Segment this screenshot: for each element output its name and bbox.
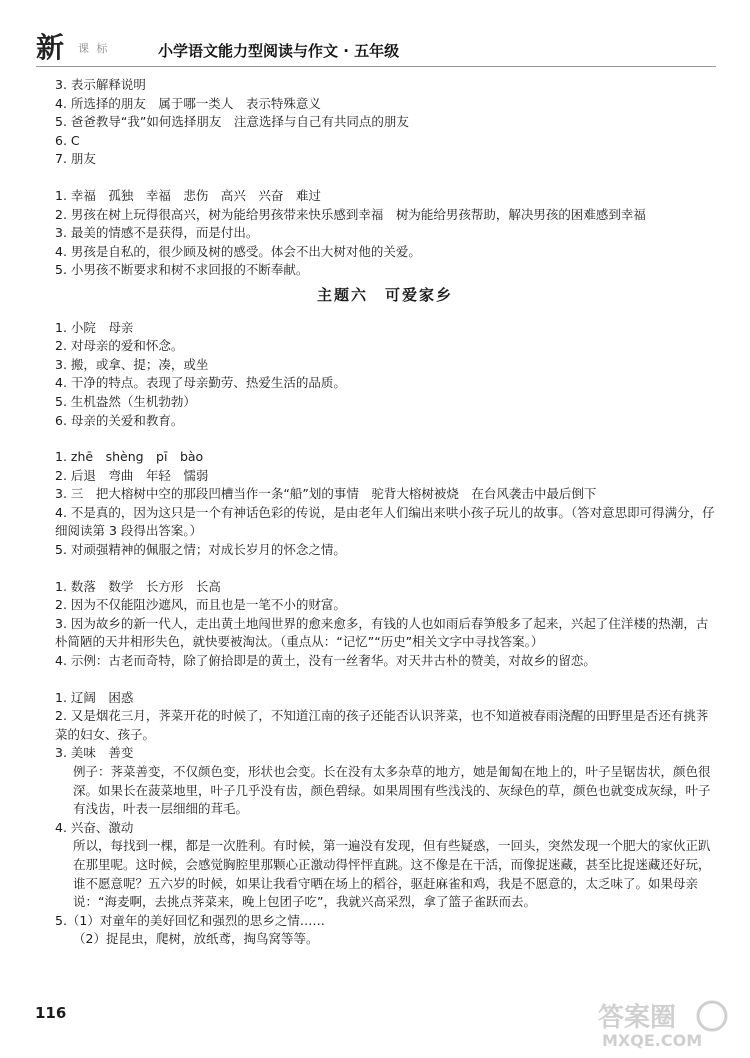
answer-line: （2）捉昆虫，爬树，放纸鸢，掏鸟窝等等。 (73, 931, 319, 947)
answer-line: 4. 所选择的朋友 属于哪一类人 表示特殊意义 (55, 95, 321, 111)
answer-content (55, 76, 715, 949)
answer-line: 1. zhē shèng pī bào (55, 449, 204, 465)
answer-line: 5. 小男孩不断要求和树不求回报的不断奉献。 (55, 262, 309, 278)
answer-line: 5.（1）对童年的美好回忆和强烈的思乡之情…… (55, 912, 325, 928)
answer-block-5 (55, 578, 715, 671)
book-title: 小学语文能力型阅读与作文 · 五年级 (158, 42, 400, 60)
answer-line: 所以，每找到一棵，都是一次胜利。有时候，第一遍没有发现，但有些疑惑，一回头，突然发现一个肥大的家伙正趴在那里呢。这时候，会感觉胸腔里那颗心正激动得怦怦直跳。这不像是在干活，而像捉迷藏，甚至比捉迷藏还好玩，谁不愿意呢？五六岁的时候，如果让我看守晒在场上的稻谷，驱赶麻雀和鸡，我是不愿意的，太乏味了。如果母亲说：“海麦啊，去挑点荠菜来，晚上包团子吃”，我就兴高采烈，拿了篮子雀跃而去。 (73, 838, 711, 910)
answer-line: 2. 因为不仅能阻沙遮风，而且也是一笔不小的财富。 (55, 597, 346, 613)
answer-line: 1. 辽阔 困惑 (55, 689, 134, 705)
answer-block-3 (55, 319, 715, 431)
answer-line: 6. 母亲的关爱和教育。 (55, 412, 184, 428)
answer-line: 4. 不是真的，因为这只是一个有神话色彩的传说，是由老年人们编出来哄小孩子玩儿的故事。（答对意思即可得满分，仔细阅读第 3 段得出答案。） (55, 504, 715, 539)
answer-line: 4. 干净的特点。表现了母亲勤劳、热爱生活的品质。 (55, 375, 346, 391)
answer-line: 5. 对顽强精神的佩服之情；对成长岁月的怀念之情。 (55, 542, 346, 558)
answer-block-2 (55, 187, 715, 280)
answer-block-4 (55, 448, 715, 560)
page-header (0, 0, 750, 72)
answer-line: 3. 搬，或拿、提；凑，或坐 (55, 356, 209, 372)
answer-line: 1. 小院 母亲 (55, 319, 134, 335)
answer-block-6 (55, 689, 715, 949)
answer-line: 5. 生机盎然（生机勃勃） (55, 393, 196, 409)
site-watermark (590, 996, 730, 1050)
answer-line: 1. 数落 数学 长方形 长高 (55, 578, 221, 594)
answer-line: 2. 后退 弯曲 年轻 懦弱 (55, 467, 209, 483)
svg-text:MXQE.COM: MXQE.COM (602, 1031, 703, 1050)
series-logo-sub: 课 标 (78, 42, 110, 55)
answer-line: 3. 因为故乡的新一代人，走出黄土地闯世界的愈来愈多，有钱的人也如雨后春笋般多了起来，兴起了住洋楼的热潮，古朴简陋的天井相形失色，就快要被淘汰。（重点从：“记忆”“历史”相关文字中寻找答案。） (55, 615, 709, 650)
series-logo: 新 (36, 31, 65, 64)
answer-line: 3. 三 把大榕树中空的那段凹槽当作一条“船”划的事情 驼背大榕树被烧 在台风袭击中最后倒下 (55, 486, 597, 502)
answer-line: 1. 幸福 孤独 幸福 悲伤 高兴 兴奋 难过 (55, 187, 321, 203)
answer-line: 4. 示例：古老而奇特，除了俯拾即是的黄土，没有一丝奢华。对天井古朴的赞美，对故乡的留恋。 (55, 653, 596, 669)
answer-line: 3. 表示解释说明 (55, 77, 146, 92)
svg-text:答案圈: 答案圈 (598, 1003, 677, 1033)
answer-line: 例子：荠菜善变，不仅颜色变，形状也会变。长在没有太多杂草的地方，她是匍匐在地上的，叶子呈锯齿状，颜色很深。如果长在菠菜地里，叶子几乎没有齿，颜色碧绿。如果周围有些浅浅的、灰绿色的草，颜色也就变成灰绿，叶子有浅齿，叶表一层细细的茸毛。 (73, 764, 711, 817)
answer-line: 5. 爸爸教导“我”如何选择朋友 注意选择与自己有共同点的朋友 (55, 114, 409, 130)
answer-line: 3. 美味 善变 (55, 745, 134, 761)
answer-line: 3. 最美的情感不是获得，而是付出。 (55, 225, 259, 241)
header-divider (36, 66, 716, 67)
answer-line: 4. 男孩是自私的，很少顾及树的感受。体会不出大树对他的关爱。 (55, 243, 421, 259)
answer-line: 7. 朋友 (55, 151, 96, 167)
answer-line: 4. 兴奋、激动 (55, 819, 134, 835)
watermark-logo-icon (590, 996, 730, 1050)
page-number: 116 (35, 1004, 67, 1022)
answer-line: 6. C (55, 132, 80, 148)
answer-line: 2. 男孩在树上玩得很高兴，树为能给男孩带来快乐感到幸福 树为能给男孩帮助，解决男孩的困难感到幸福 (55, 206, 646, 222)
section-title: 主题六 可爱家乡 (316, 285, 453, 304)
answer-line: 2. 又是烟花三月，荠菜开花的时候了，不知道江南的孩子还能否认识荠菜，也不知道被春雨浇醒的田野里是否还有挑荠菜的妇女、孩子。 (55, 708, 709, 742)
answer-block-1 (55, 76, 715, 169)
answer-line: 2. 对母亲的爱和怀念。 (55, 338, 184, 354)
